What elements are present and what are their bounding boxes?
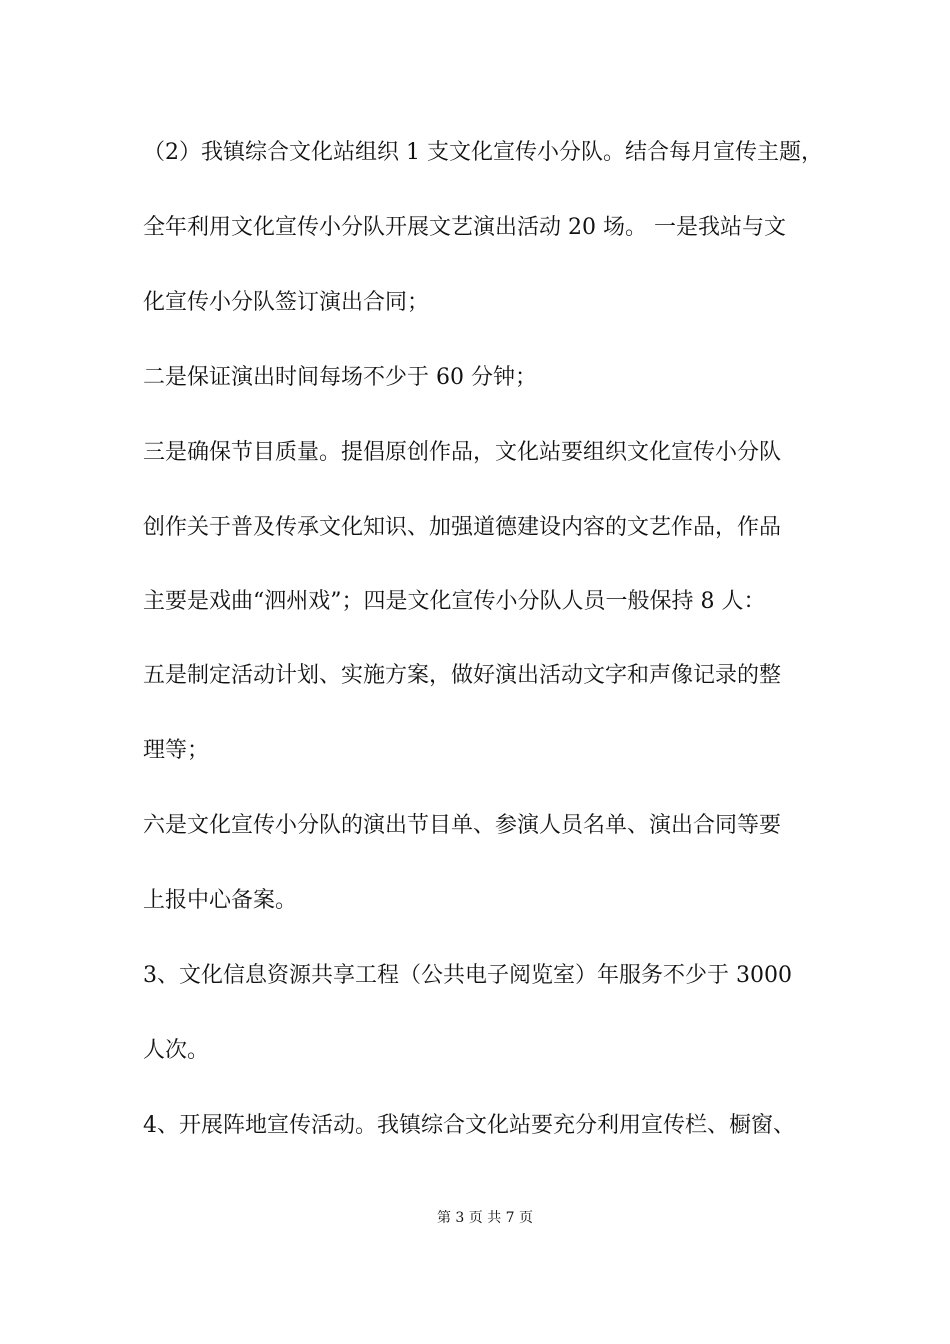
- body-text-line: 全年利用文化宣传小分队开展文艺演出活动 20 场。 一是我站与文: [143, 215, 786, 240]
- body-text-line: 化宣传小分队签订演出合同；: [143, 290, 430, 315]
- body-text-line: 上报中心备案。: [143, 888, 298, 913]
- body-text-line: 人次。: [143, 1038, 210, 1063]
- body-text-line: 创作关于普及传承文化知识、加强道德建设内容的文艺作品，作品: [143, 515, 782, 540]
- body-text-line: 4、开展阵地宣传活动。我镇综合文化站要充分利用宣传栏、橱窗、: [143, 1113, 795, 1138]
- body-text-line: 理等；: [143, 738, 210, 763]
- body-text-line: 二是保证演出时间每场不少于 60 分钟；: [143, 365, 537, 390]
- body-text-line: 五是制定活动计划、实施方案，做好演出活动文字和声像记录的整: [143, 663, 782, 688]
- page-number-footer: 第 3 页 共 7 页: [436, 1210, 534, 1226]
- body-text-line: 主要是戏曲“泗州戏”；四是文化宣传小分队人员一般保持 8 人：: [143, 589, 766, 614]
- body-text-line: 六是文化宣传小分队的演出节目单、参演人员名单、演出合同等要: [143, 813, 782, 838]
- body-text-line: 3、文化信息资源共享工程（公共电子阅览室）年服务不少于 3000: [143, 963, 792, 988]
- body-text-line: 三是确保节目质量。提倡原创作品，文化站要组织文化宣传小分队: [143, 440, 782, 465]
- body-text-line: （2）我镇综合文化站组织 1 支文化宣传小分队。结合每月宣传主题，: [143, 140, 823, 165]
